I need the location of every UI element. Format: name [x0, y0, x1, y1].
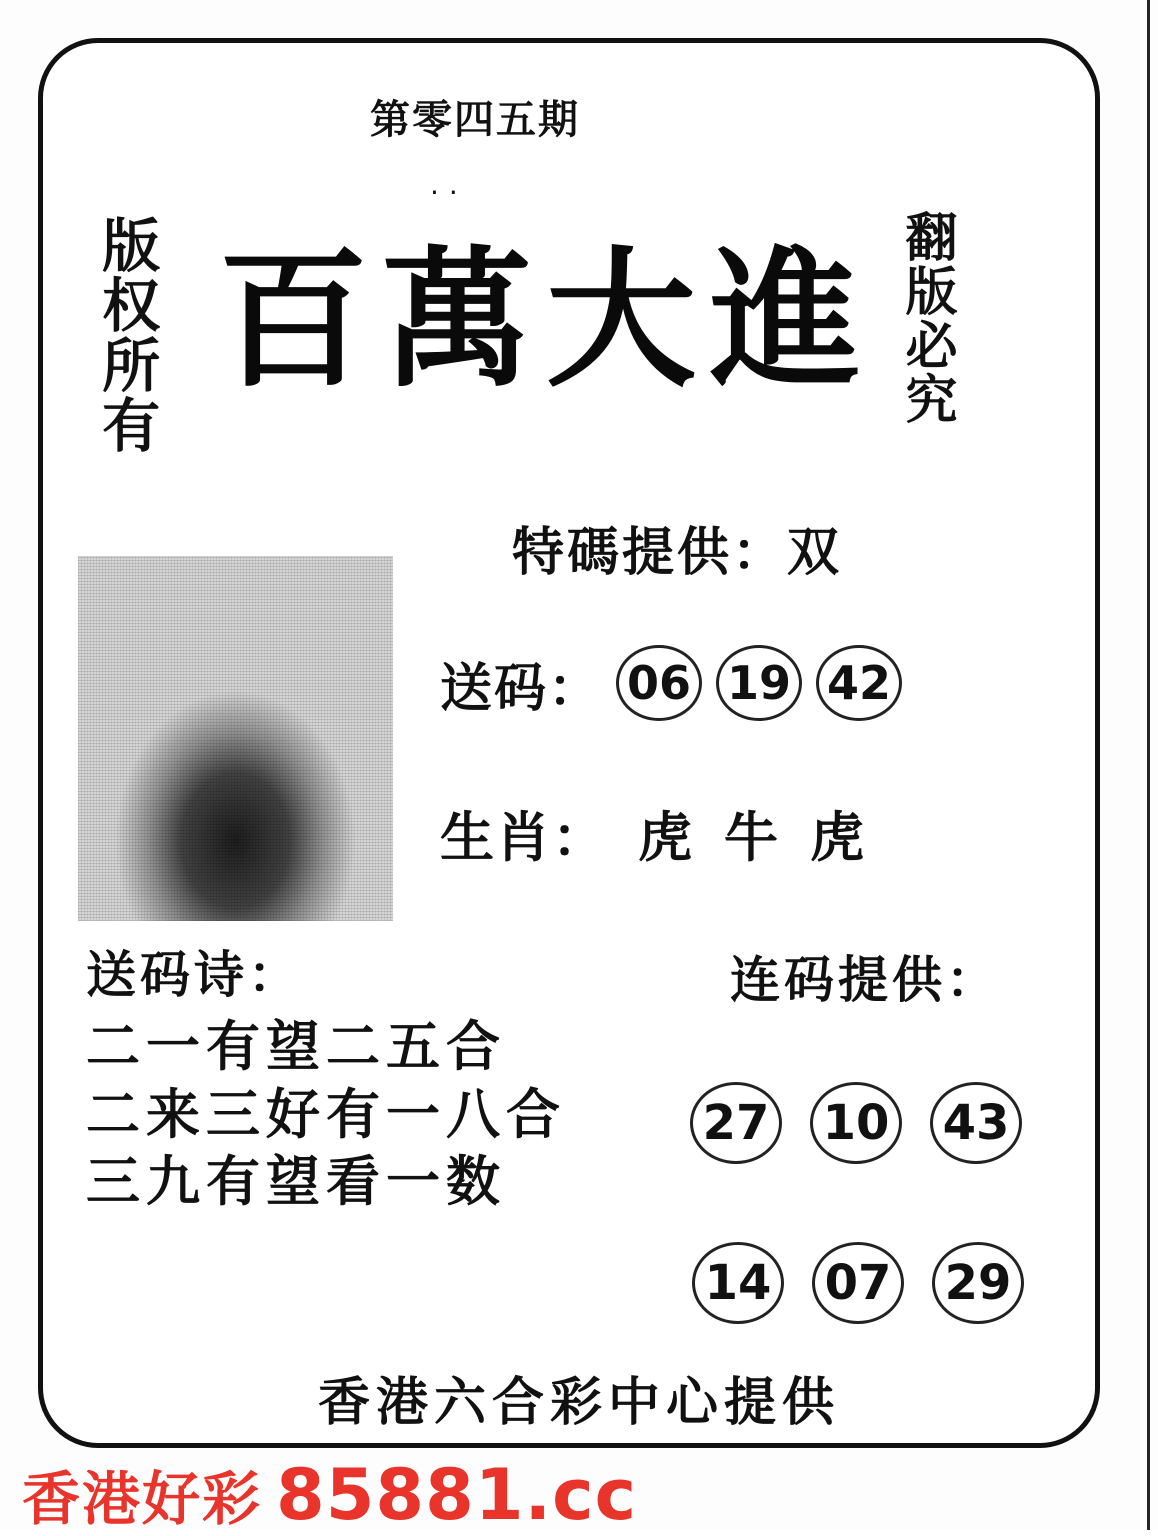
watermark-brand: 香港好彩 — [22, 1465, 263, 1533]
lian-code-ball: 10 — [810, 1082, 902, 1164]
page-title: 百萬大進 — [217, 232, 874, 408]
lian-code-ball: 27 — [690, 1082, 782, 1164]
scan-edge-line — [1147, 0, 1150, 1530]
lian-code-row-1 — [690, 1082, 1022, 1164]
zodiac-label: 生肖： — [440, 805, 608, 869]
poem-line: 三九有望看一数 — [86, 1149, 506, 1213]
special-code-supply: 特碼提供：双 — [512, 522, 843, 583]
lian-code-ball: 07 — [812, 1242, 904, 1324]
poem-line: 二一有望二五合 — [86, 1014, 506, 1078]
zodiac-animal: 牛 — [724, 805, 780, 869]
lian-code-title: 连码提供： — [730, 950, 1000, 1009]
portrait-photo — [78, 556, 393, 921]
lian-code-row-2 — [692, 1242, 1024, 1324]
issue-label: 第零四五期 — [370, 96, 580, 143]
copyright-right-text: 翻版必究 — [896, 210, 958, 426]
lian-code-ball: 29 — [932, 1242, 1024, 1324]
decorative-dots: ·· — [430, 176, 468, 209]
poem-block — [86, 935, 566, 1216]
send-code-ball: 06 — [616, 645, 702, 721]
send-code-label: 送码： — [440, 657, 603, 719]
poem-title: 送码诗： — [86, 945, 302, 1004]
send-code-row — [440, 645, 902, 721]
watermark-bar — [22, 1452, 637, 1536]
copyright-left-text: 版权所有 — [92, 215, 161, 455]
lian-code-ball: 43 — [930, 1082, 1022, 1164]
zodiac-animal: 虎 — [638, 805, 694, 869]
poem-line: 二来三好有一八合 — [86, 1081, 566, 1146]
watermark-site: 85881.cc — [276, 1454, 638, 1536]
zodiac-animal: 虎 — [810, 805, 866, 869]
send-code-ball: 19 — [716, 645, 802, 721]
footer-source-text: 香港六合彩中心提供 — [317, 1372, 840, 1433]
zodiac-row — [440, 795, 866, 872]
send-code-ball: 42 — [816, 645, 902, 721]
lian-code-ball: 14 — [692, 1242, 784, 1324]
